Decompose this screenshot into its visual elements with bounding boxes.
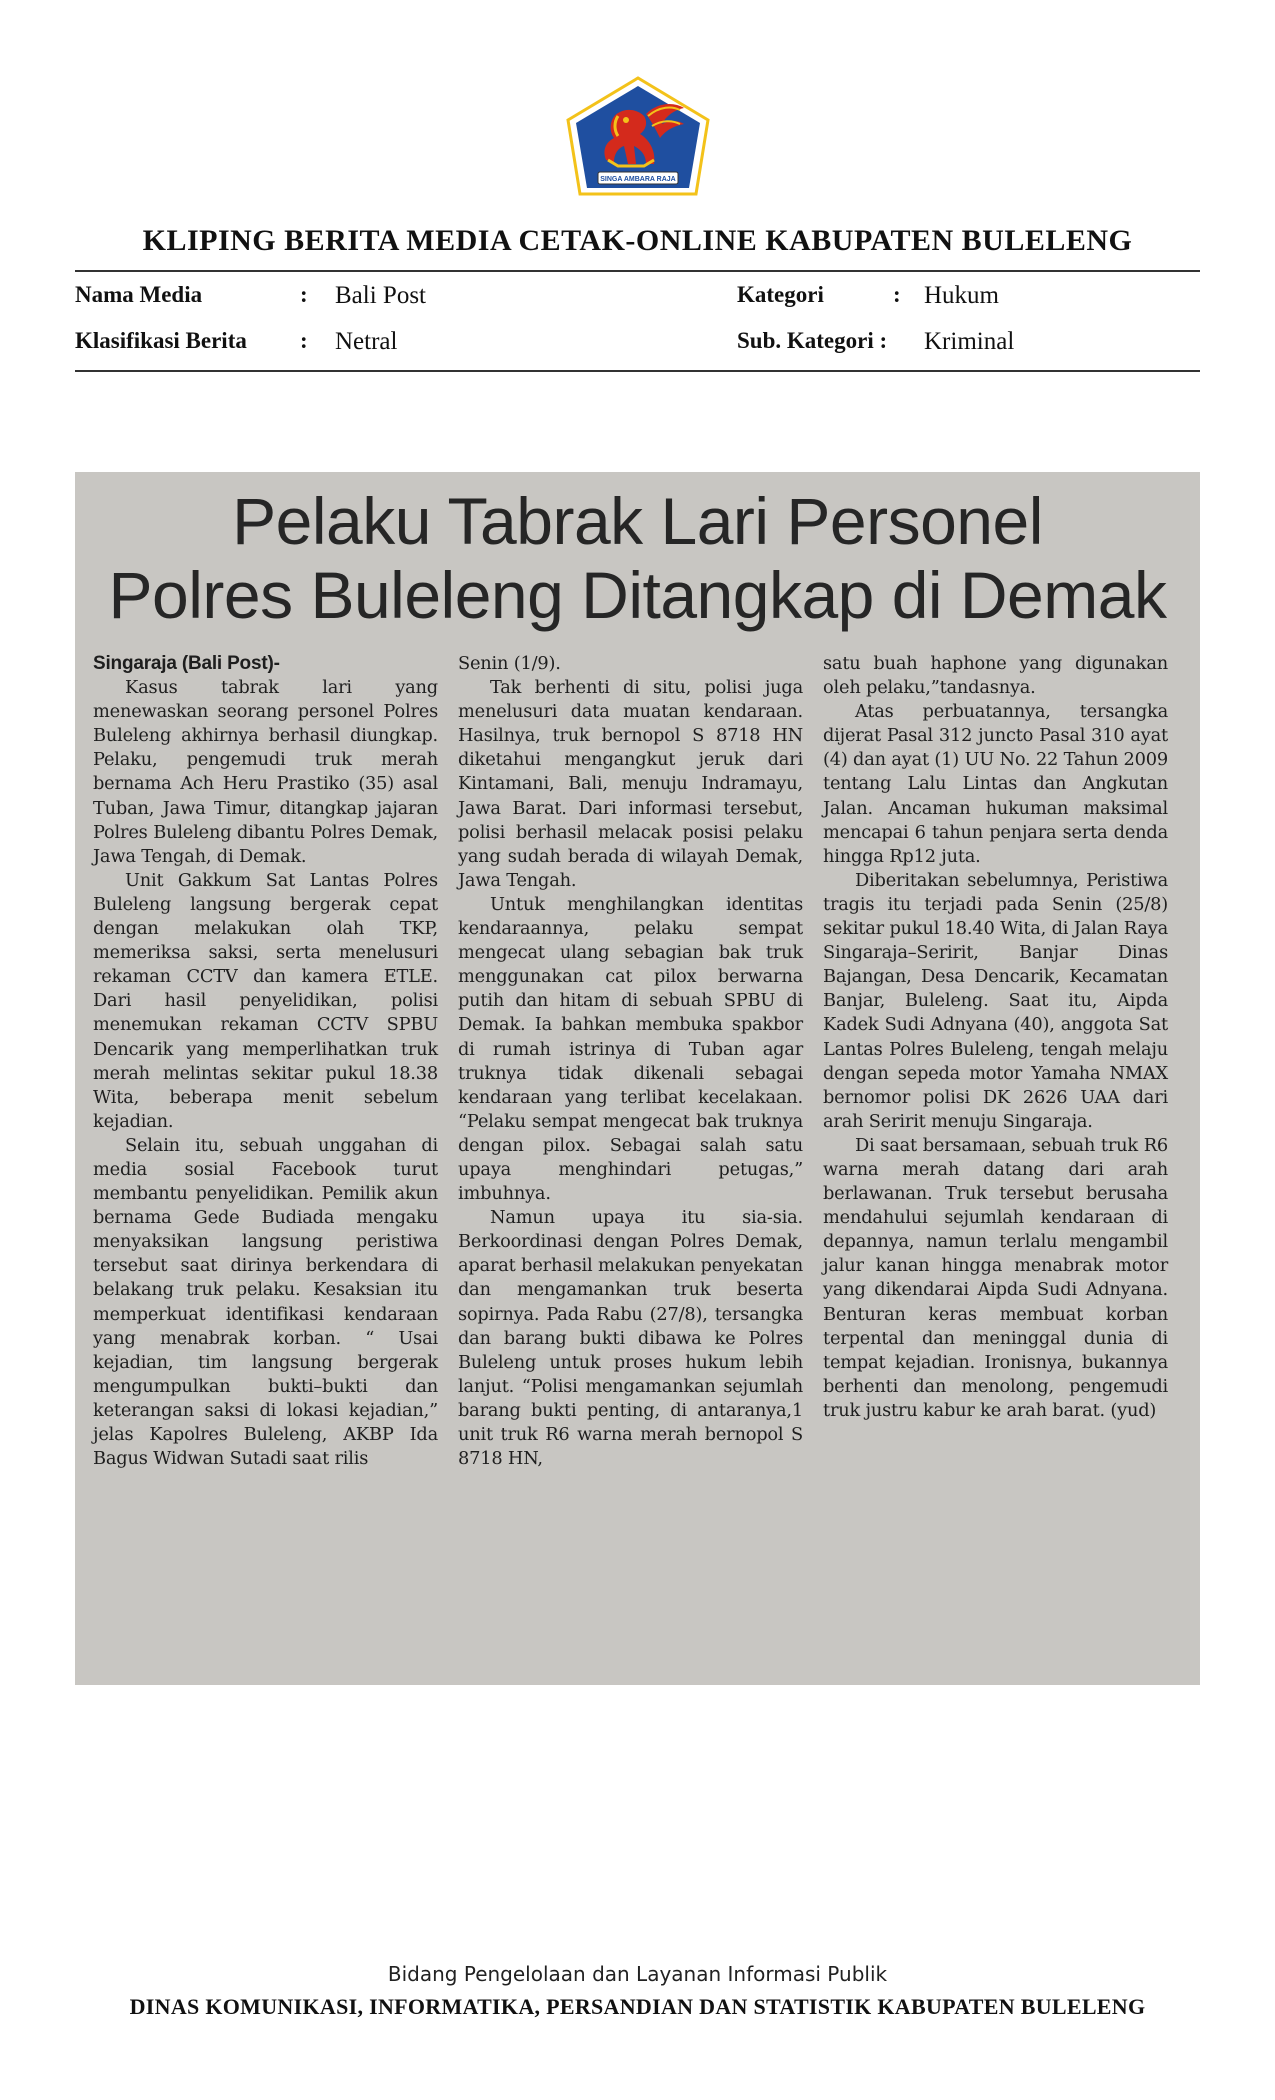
klasifikasi-label: Klasifikasi Berita <box>75 328 247 353</box>
article-paragraph: Diberitakan sebelumnya, Peristiwa tragis itu terjadi pada Senin (25/8) sekitar pukul 18.40 Wita, di Jalan Raya Singaraja–Seririt, Banjar Dinas Bajangan, Desa Dencarik, Kecamatan Banjar, Buleleng. Saat itu, Aipda Kadek Sudi Adnyana (40), anggota Sat Lantas Polres Buleleng, tengah melaju dengan sepeda motor Yamaha NMAX bernomor polisi DK 2626 UAA dari arah Seririt menuju Singaraja. <box>823 869 1168 1132</box>
article-paragraph: Selain itu, sebuah unggahan di media sosial Facebook turut membantu penyelidikan. Pemilik akun bernama Gede Budiada mengaku menyaksikan langsung peristiwa tersebut saat dirinya berkendara di belakang truk pelaku. Kesaksian itu memperkuat identifikasi kendaraan yang menabrak korban. “ Usai kejadian, tim langsung bergerak mengumpulkan bukti–bukti dan keterangan saksi di lokasi kejadian,” jelas Kapolres Buleleng, AKBP Ida Bagus Widwan Sutadi saat rilis <box>93 1134 438 1470</box>
newspaper-clipping <box>75 472 1200 1685</box>
kategori-label: Kategori <box>737 282 824 307</box>
header-rule-bottom <box>75 370 1200 372</box>
article-paragraph: Kasus tabrak lari yang menewaskan seorang personel Polres Buleleng akhirnya berhasil diungkap. Pelaku, pengemudi truk merah bernama Ach Heru Prastiko (35) asal Tuban, Jawa Timur, ditangkap jajaran Polres Buleleng dibantu Polres Demak, Jawa Tengah, di Demak. <box>93 677 438 867</box>
article-column-3 <box>823 652 1168 1423</box>
article-column-1 <box>93 652 438 1471</box>
footer-department: Bidang Pengelolaan dan Layanan Informasi Publik <box>387 1962 888 1986</box>
footer-agency: DINAS KOMUNIKASI, INFORMATIKA, PERSANDIAN DAN STATISTIK KABUPATEN BULELENG <box>129 1994 1146 2019</box>
subkategori-label: Sub. Kategori : <box>737 328 888 353</box>
article-paragraph: satu buah haphone yang digunakan oleh pelaku,”tandasnya. <box>823 653 1168 699</box>
subkategori-value: Kriminal <box>924 328 1015 355</box>
article-dateline: Singaraja (Bali Post)- <box>93 653 280 674</box>
article-headline-line1: Pelaku Tabrak Lari Personel <box>232 484 1043 558</box>
article-paragraph: Senin (1/9). <box>458 653 561 674</box>
buleleng-logo <box>562 76 714 198</box>
article-paragraph: Di saat bersamaan, sebuah truk R6 warna merah datang dari arah berlawanan. Truk tersebut berusaha mendahului sejumlah kendaraan di depannya, namun terlalu mengambil jalur kanan hingga menabrak motor yang dikendarai Aipda Sudi Adnyana. Benturan keras membuat korban terpental dan meninggal dunia di tempat kejadian. Ironisnya, bukannya berhenti dan menolong, pengemudi truk justru kabur ke arah barat. (yud) <box>823 1134 1168 1421</box>
article-column-2 <box>458 652 803 1471</box>
klasifikasi-colon: : <box>300 328 308 353</box>
media-value: Bali Post <box>335 282 426 309</box>
kategori-value: Hukum <box>924 282 999 309</box>
klasifikasi-value: Netral <box>335 328 398 355</box>
header-rule-top <box>75 270 1200 272</box>
media-colon: : <box>300 282 308 307</box>
media-label: Nama Media <box>75 282 203 307</box>
article-paragraph: Namun upaya itu sia-sia. Berkoordinasi dengan Polres Demak, aparat berhasil melakukan penyekatan dan mengamankan truk beserta sopirnya. Pada Rabu (27/8), tersangka dan barang bukti dibawa ke Polres Buleleng untuk proses hukum lebih lanjut. “Polisi mengamankan sejumlah barang bukti penting, di antaranya,1 unit truk R6 warna merah bernopol S 8718 HN, <box>458 1207 803 1470</box>
article-paragraph: Tak berhenti di situ, polisi juga menelusuri data muatan kendaraan. Hasilnya, truk bernopol S 8718 HN diketahui mengangkut jeruk dari Kintamani, Bali, menuju Indramayu, Jawa Barat. Dari informasi tersebut, polisi berhasil melacak posisi pelaku yang sudah berada di wilayah Demak, Jawa Tengah. <box>458 677 803 891</box>
logo-motto: SINGA AMBARA RAJA <box>600 176 676 183</box>
page-title: KLIPING BERITA MEDIA CETAK-ONLINE KABUPATEN BULELENG <box>142 224 1133 257</box>
article-paragraph: Unit Gakkum Sat Lantas Polres Buleleng langsung bergerak cepat dengan melakukan olah TKP, memeriksa saksi, serta menelusuri rekaman CCTV dan kamera ETLE. Dari hasil penyelidikan, polisi menemukan rekaman CCTV SPBU Dencarik yang memperlihatkan truk merah melintas sekitar pukul 18.38 Wita, beberapa menit sebelum kejadian. <box>93 869 438 1132</box>
article-paragraph: Untuk menghilangkan identitas kendaraannya, pelaku sempat mengecat ulang sebagian bak truk menggunakan cat pilox berwarna putih dan hitam di sebuah SPBU di Demak. Ia bahkan membuka spakbor di rumah istrinya di Tuban agar truknya tidak dikenali sebagai kendaraan yang terlibat kecelakaan. “Pelaku sempat mengecat bak truknya dengan pilox. Sebagai salah satu upaya menghindari petugas,” imbuhnya. <box>458 893 803 1205</box>
article-paragraph: Atas perbuatannya, tersangka dijerat Pasal 312 juncto Pasal 310 ayat (4) dan ayat (1) UU No. 22 Tahun 2009 tentang Lalu Lintas dan Angkutan Jalan. Ancaman hukuman maksimal mencapai 6 tahun penjara serta denda hingga Rp12 juta. <box>823 701 1168 867</box>
kategori-colon: : <box>893 282 901 307</box>
article-headline-line2: Polres Buleleng Ditangkap di Demak <box>108 558 1167 632</box>
